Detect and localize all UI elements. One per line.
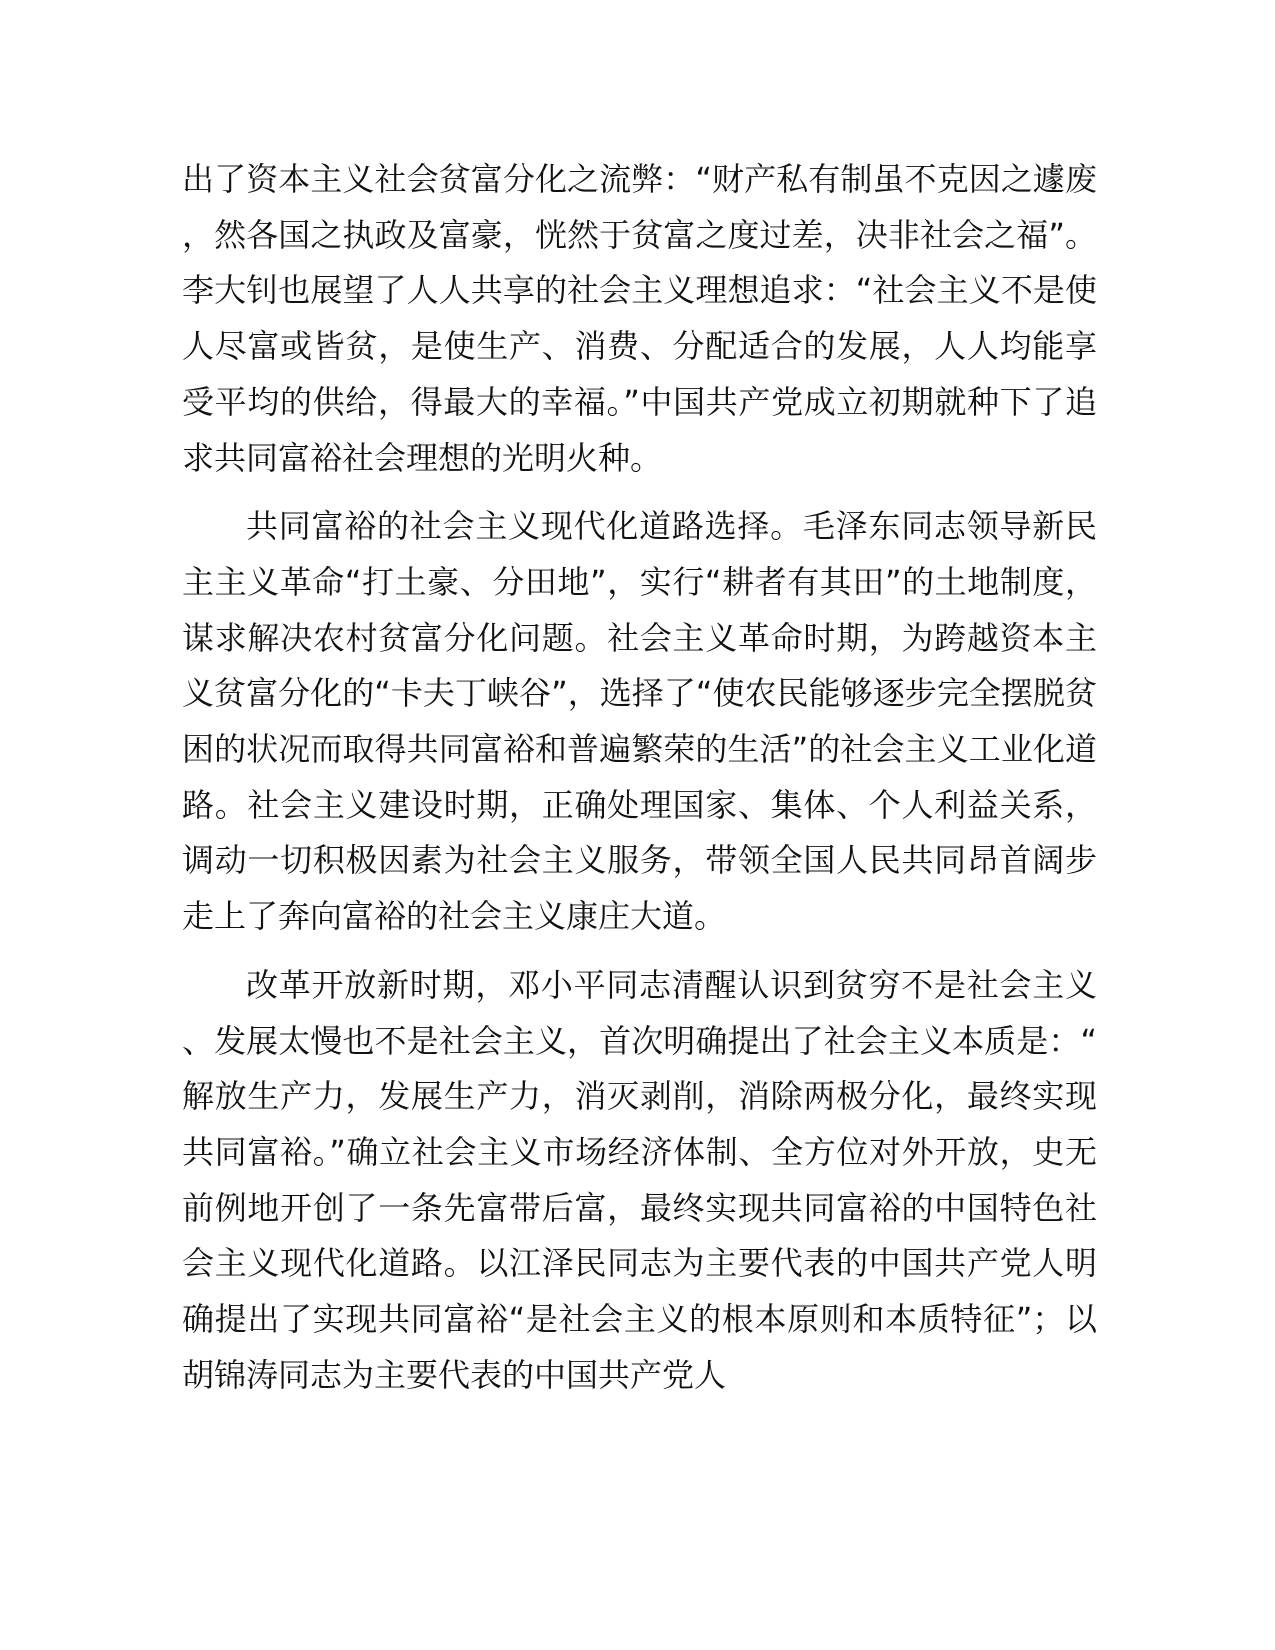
- paragraph-3: 改革开放新时期，邓小平同志清醒认识到贫穷不是社会主义、发展太慢也不是社会主义，首次明确提出了社会主义本质是：“解放生产力，发展生产力，消灭剥削，消除两极分化，最终实现共同富裕。”确立社会主义市场经济体制、全方位对外开放，史无前例地开创了一条先富带后富，最终实现共同富裕的中国特色社会主义现代化道路。以江泽民同志为主要代表的中国共产党人明确提出了实现共同富裕“是社会主义的根本原则和本质特征”；以胡锦涛同志为主要代表的中国共产党人: [182, 965, 1097, 1394]
- document-body: [182, 152, 1097, 1403]
- paragraph-1: 出了资本主义社会贫富分化之流弊：“财产私有制虽不克因之遽废，然各国之执政及富豪，恍然于贫富之度过差，决非社会之福”。李大钊也展望了人人共享的社会主义理想追求：“社会主义不是使人尽富或皆贫，是使生产、消费、分配适合的发展，人人均能享受平均的供给，得最大的幸福。”中国共产党成立初期就种下了追求共同富裕社会理想的光明火种。: [182, 160, 1097, 477]
- paragraph-2: 共同富裕的社会主义现代化道路选择。毛泽东同志领导新民主主义革命“打土豪、分田地”，实行“耕者有其田”的土地制度，谋求解决农村贫富分化问题。社会主义革命时期，为跨越资本主义贫富分化的“卡夫丁峡谷”，选择了“使农民能够逐步完全摆脱贫困的状况而取得共同富裕和普遍繁荣的生活”的社会主义工业化道路。社会主义建设时期，正确处理国家、集体、个人利益关系，调动一切积极因素为社会主义服务，带领全国人民共同昂首阔步走上了奔向富裕的社会主义康庄大道。: [182, 507, 1097, 936]
